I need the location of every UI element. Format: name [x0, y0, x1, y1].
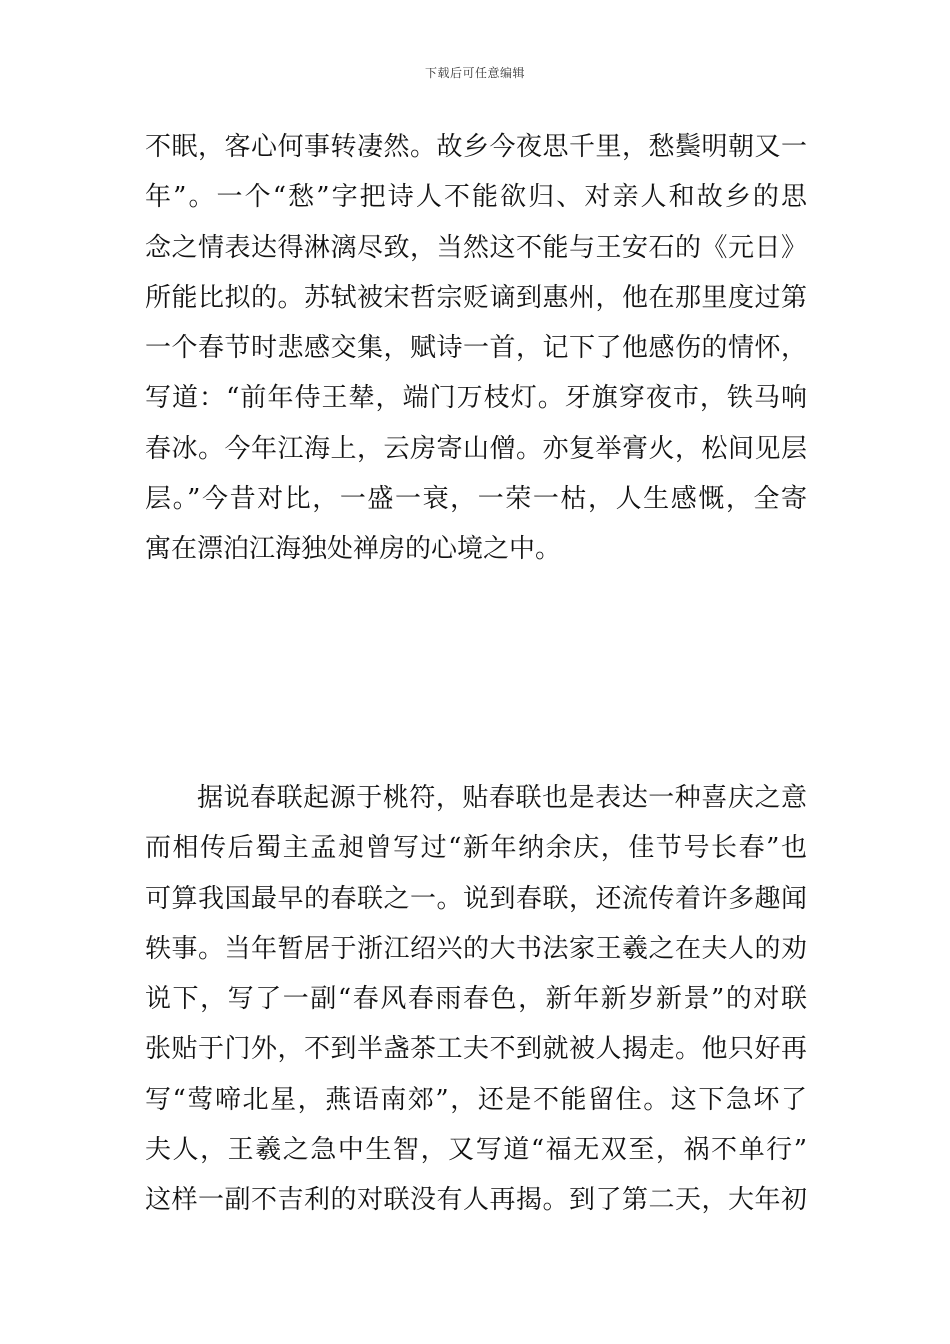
paragraph-1 [145, 122, 807, 575]
page-header: 下载后可任意编辑 [424, 66, 525, 80]
text-line: 轶事。当年暂居于浙江绍兴的大书法家王羲之在夫人的劝 [145, 933, 807, 964]
text-line: 春冰。今年江海上，云房寄山僧。亦复举膏火，松间见层 [145, 433, 807, 464]
text-line: 年”。一个“愁”字把诗人不能欲归、对亲人和故乡的思 [145, 182, 807, 213]
text-line: 念之情表达得淋漓尽致，当然这不能与王安石的《元日》 [145, 232, 807, 263]
text-line: 层。”今昔对比，一盛一衰，一荣一枯，人生感慨，全寄 [145, 484, 807, 515]
text-line: 所能比拟的。苏轼被宋哲宗贬谪到惠州，他在那里度过第 [145, 282, 807, 313]
text-line: 寓在漂泊江海独处禅房的心境之中。 [145, 534, 562, 565]
text-line: 张贴于门外，不到半盏茶工夫不到就被人揭走。他只好再 [145, 1034, 807, 1065]
text-line: 写道：“前年侍王辇，端门万枝灯。牙旗穿夜市，铁马响 [145, 383, 807, 414]
text-line: 说下，写了一副“春风春雨春色，新年新岁新景”的对联 [145, 984, 807, 1015]
text-line: 夫人，王羲之急中生智，又写道“福无双至，祸不单行” [145, 1135, 807, 1166]
text-line: 这样一副不吉利的对联没有人再揭。到了第二天，大年初 [145, 1185, 807, 1216]
text-line-first: 据说春联起源于桃符，贴春联也是表达一种喜庆之意 [197, 783, 807, 813]
text-line: 不眠，客心何事转凄然。故乡今夜思千里，愁鬓明朝又一 [145, 132, 807, 162]
text-line: 一个春节时悲感交集，赋诗一首，记下了他感伤的情怀， [145, 333, 807, 364]
text-line: 而相传后蜀主孟昶曾写过“新年纳余庆，佳节号长春”也 [145, 833, 807, 864]
text-line: 写“莺啼北星，燕语南郊”，还是不能留住。这下急坏了 [145, 1084, 807, 1115]
paragraph-2 [145, 773, 807, 1226]
text-line: 可算我国最早的春联之一。说到春联，还流传着许多趣闻 [145, 883, 807, 914]
